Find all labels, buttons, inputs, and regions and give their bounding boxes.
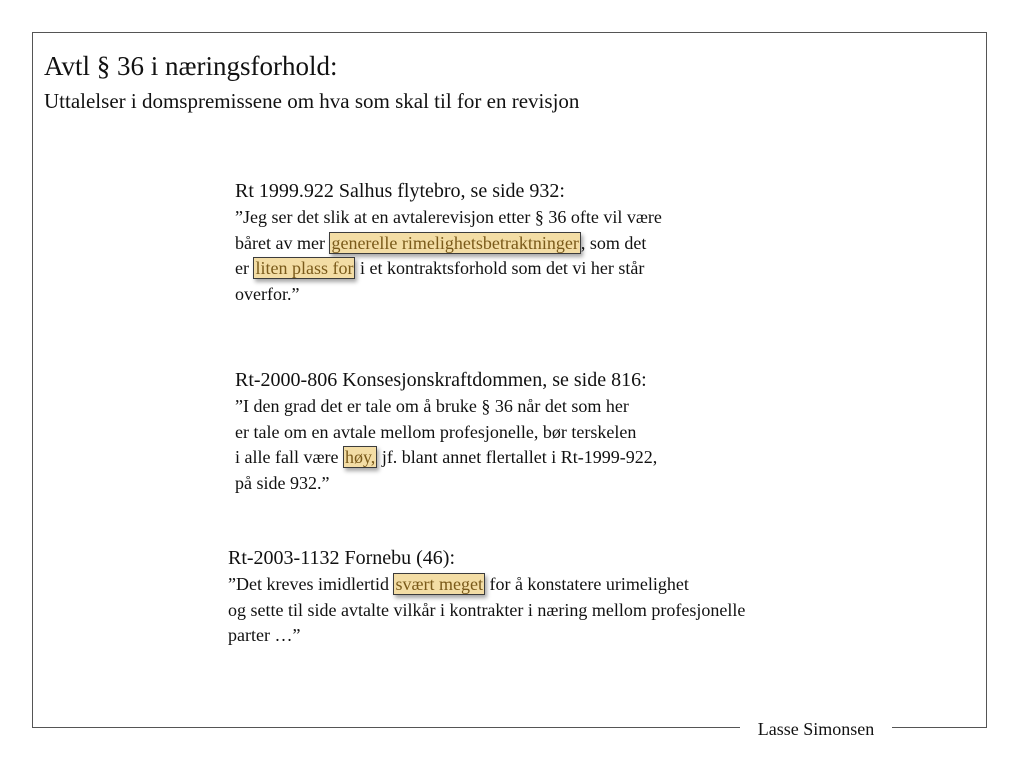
slide-title: Avtl § 36 i næringsforhold: [44, 51, 338, 81]
quote-line: er liten plass for i et kontraktsforhold som det vi her står [235, 258, 645, 278]
highlight-box: generelle rimelighetsbetraktninger [331, 232, 579, 253]
quote-line: ”Jeg ser det slik at en avtalerevisjon etter § 36 ofte vil være [235, 207, 662, 227]
footer-author: Lasse Simonsen [740, 718, 892, 740]
quote-line: ”Det kreves imidlertid svært meget for å konstatere urimelighet [228, 574, 689, 594]
quote-line: parter …” [228, 625, 301, 645]
quote-heading: Rt 1999.922 Salhus flytebro, se side 932: [235, 180, 565, 202]
quote-line: og sette til side avtalte vilkår i kontrakter i næring mellom profesjonelle [228, 599, 746, 620]
highlight-box: liten plass for [255, 258, 354, 278]
quote-line: i alle fall være høy, jf. blant annet flertallet i Rt-1999-922, [235, 447, 658, 467]
quote-heading: Rt-2003-1132 Fornebu (46): [228, 547, 456, 569]
quote-heading: Rt-2000-806 Konsesjonskraftdommen, se side 816: [235, 369, 647, 391]
slide-subtitle: Uttalelser i domspremissene om hva som skal til for en revisjon [44, 89, 580, 113]
quote-line: overfor.” [235, 283, 300, 304]
quote-line: båret av mer generelle rimelighetsbetraktninger , som det [235, 232, 647, 253]
quote-line: ”I den grad det er tale om å bruke § 36 når det som her [235, 396, 629, 416]
highlight-box: svært meget [395, 574, 483, 594]
quote-line: er tale om en avtale mellom profesjonelle, bør terskelen [235, 421, 637, 442]
highlight-box: høy, [344, 447, 376, 467]
quote-block-salhus [235, 178, 662, 307]
quote-line: på side 932.” [235, 472, 330, 493]
quote-block-fornebu [228, 545, 745, 649]
quote-block-konsesjonskraft [235, 367, 657, 496]
